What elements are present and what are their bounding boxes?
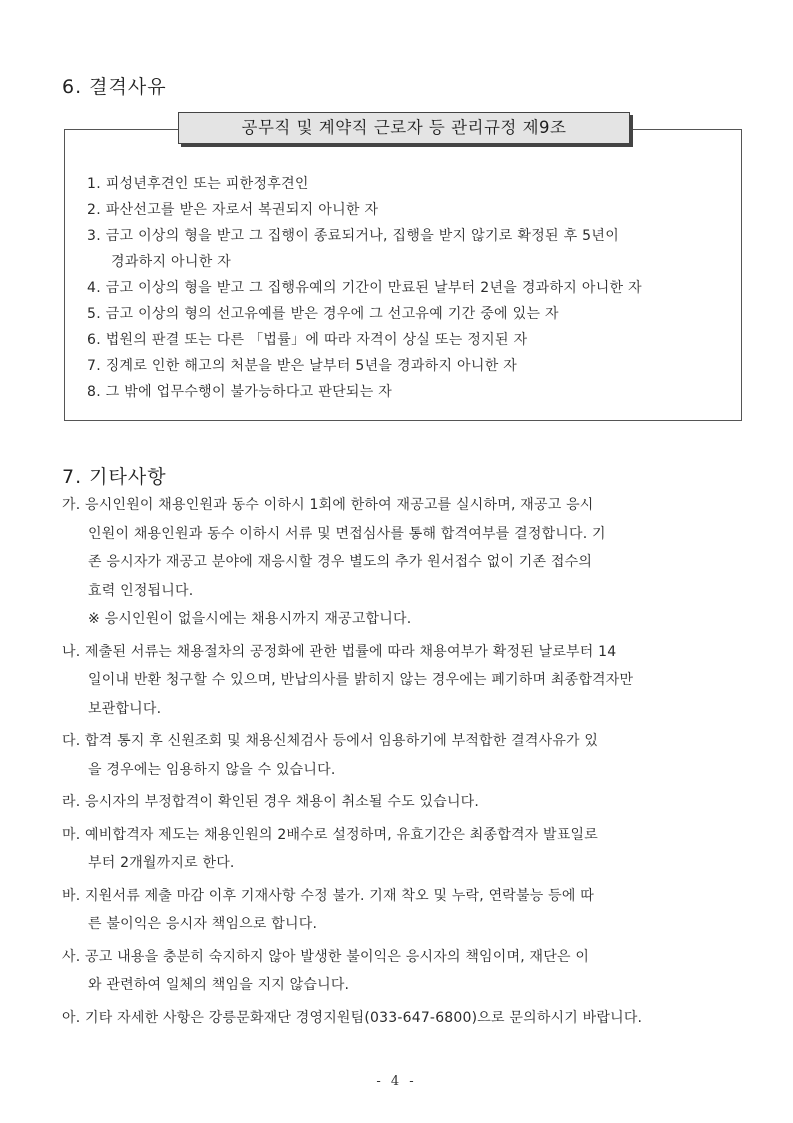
note-line: 부터 2개월까지로 한다.: [88, 855, 235, 871]
note-line: 보관합니다.: [88, 700, 162, 717]
note-item-sa: [62, 943, 742, 1000]
note-item-a: [62, 1004, 742, 1033]
note-item-ra: [62, 788, 742, 817]
other-notes-list: [62, 491, 742, 1036]
note-line: 인원이 채용인원과 동수 이하시 서류 및 면접심사를 통해 합격여부를 결정합니다. 기: [88, 525, 606, 542]
note-line: 일이내 반환 청구할 수 있으며, 반납의사를 밝히지 않는 경우에는 폐기하며 최종합격자만: [88, 672, 634, 688]
note-line: 라. 응시자의 부정합격이 확인된 경우 채용이 취소될 수도 있습니다.: [62, 794, 480, 810]
note-line: 사. 공고 내용을 충분히 숙지하지 않아 발생한 불이익은 응시자의 책임이며, 재단은 이: [62, 948, 590, 965]
disqualification-item: 2. 파산선고를 받은 자로서 복권되지 아니한 자: [87, 202, 379, 218]
note-item-da: [62, 727, 742, 784]
note-line: 른 불이익은 응시자 책임으로 합니다.: [88, 916, 318, 932]
note-line: 마. 예비합격자 제도는 채용인원의 2배수로 설정하며, 유효기간은 최종합격자 발표일로: [62, 826, 598, 843]
disqualification-item: 6. 법원의 판결 또는 다른 「법률」에 따라 자격이 상실 또는 정지된 자: [87, 332, 528, 348]
note-item-ma: [62, 821, 742, 878]
note-line: 다. 합격 통지 후 신원조회 및 채용신체검사 등에서 임용하기에 부적합한 결격사유가 있: [62, 733, 599, 749]
disqualification-item: 3. 금고 이상의 형을 받고 그 집행이 종료되거나, 집행을 받지 않기로 확정된 후 5년이: [87, 228, 620, 244]
disqualification-item: 5. 금고 이상의 형의 선고유예를 받은 경우에 그 선고유예 기간 중에 있는 자: [87, 306, 559, 322]
disqualification-item: 7. 징계로 인한 해고의 처분을 받은 날부터 5년을 경과하지 아니한 자: [87, 358, 518, 374]
note-line: 아. 기타 자세한 사항은 강릉문화재단 경영지원팀(033-647-6800)으로 문의하시기 바랍니다.: [62, 1009, 643, 1026]
note-line: 와 관련하여 일체의 책임을 지지 않습니다.: [88, 977, 350, 993]
regulation-title: 공무직 및 계약직 근로자 등 관리규정 제9조: [178, 112, 630, 144]
disqualification-item: 8. 그 밖에 업무수행이 불가능하다고 판단되는 자: [87, 384, 393, 400]
disqualification-item: 4. 금고 이상의 형을 받고 그 집행유예의 기간이 만료된 날부터 2년을 경과하지 아니한 자: [87, 280, 642, 296]
section-6-title: 6. 결격사유: [62, 76, 167, 98]
note-line: 을 경우에는 임용하지 않을 수 있습니다.: [88, 761, 336, 778]
note-line: 나. 제출된 서류는 채용절차의 공정화에 관한 법률에 따라 채용여부가 확정된 날로부터 14: [62, 643, 617, 660]
note-item-ga: [62, 491, 742, 634]
note-line: 존 응시자가 재공고 분야에 재응시할 경우 별도의 추가 원서접수 없이 기존 접수의: [88, 554, 593, 570]
note-line: 바. 지원서류 제출 마감 이후 기재사항 수정 불가. 기재 착오 및 누락, 연락불능 등에 따: [62, 887, 594, 904]
note-line: 효력 인정됩니다.: [88, 582, 194, 599]
disqualification-list: [87, 171, 737, 405]
section-7-title: 7. 기타사항: [62, 466, 167, 488]
disqualification-item: 1. 피성년후견인 또는 피한정후견인: [87, 176, 309, 192]
note-remark: ※ 응시인원이 없을시에는 채용시까지 재공고합니다.: [88, 611, 412, 627]
disqualification-item-continued: 경과하지 아니한 자: [111, 254, 232, 270]
note-item-ba: [62, 882, 742, 939]
note-line: 가. 응시인원이 채용인원과 동수 이하시 1회에 한하여 재공고를 실시하며, 재공고 응시: [62, 497, 594, 513]
note-item-na: [62, 638, 742, 724]
page-number: - 4 -: [376, 1074, 417, 1089]
